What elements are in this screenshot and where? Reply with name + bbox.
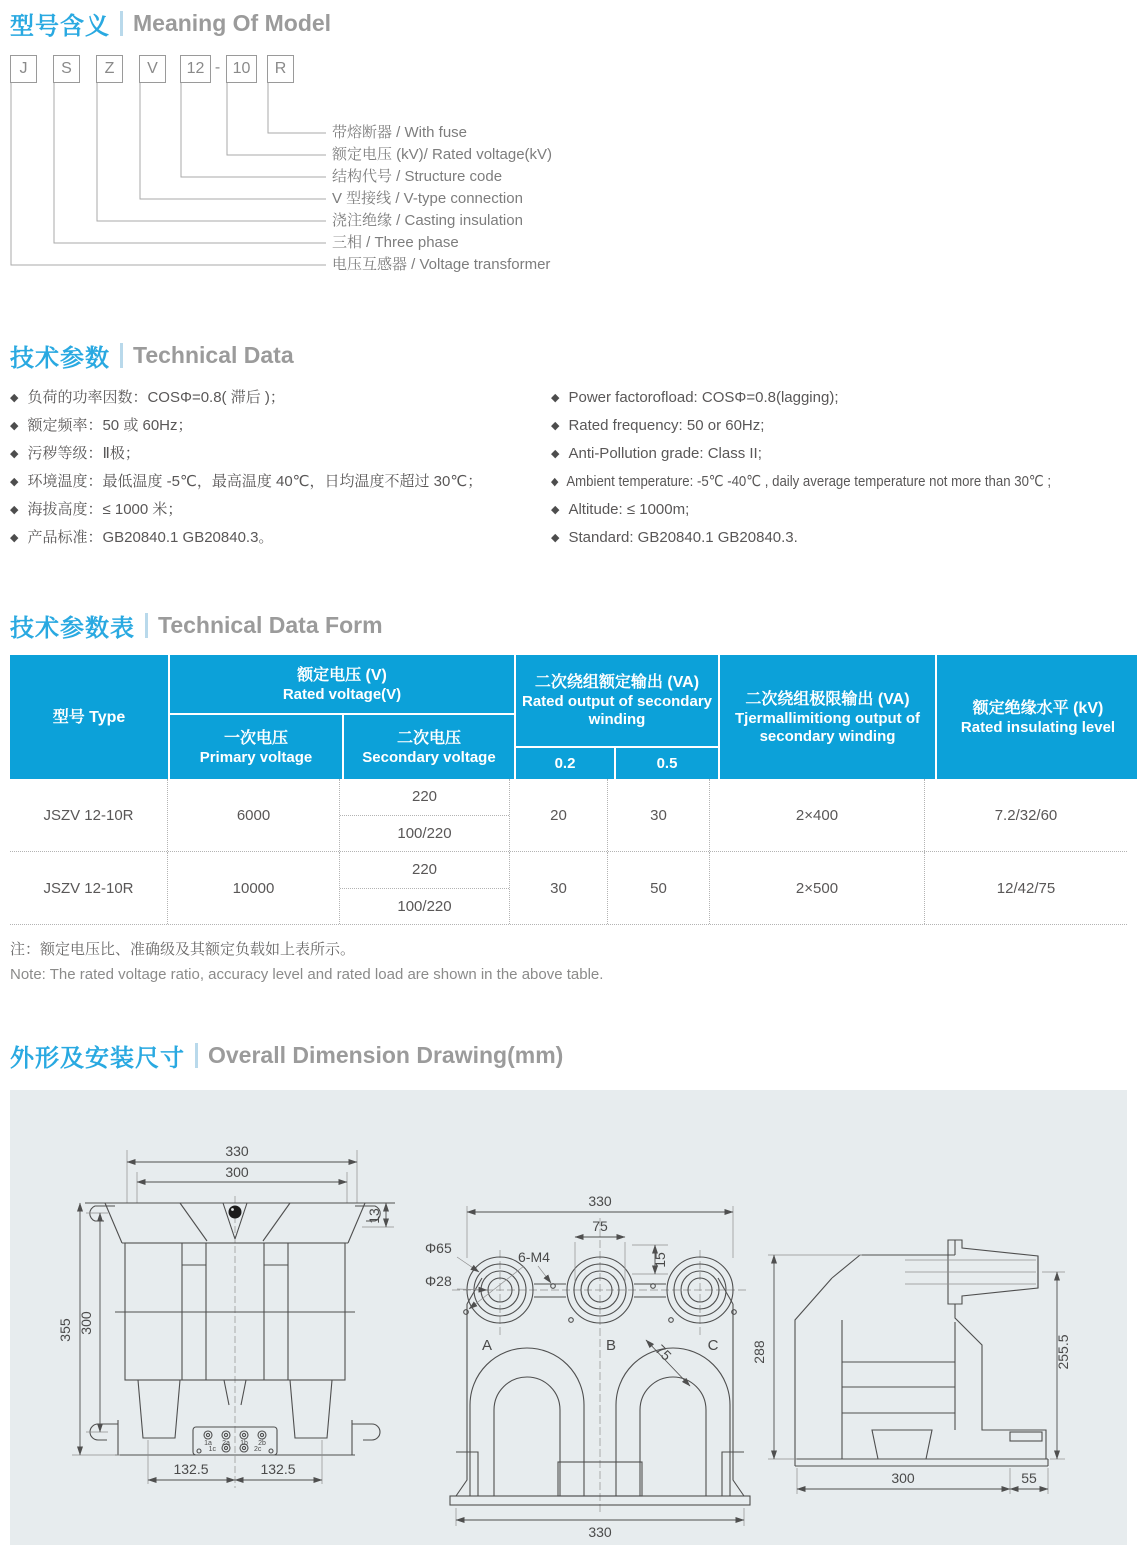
diamond-bullet-icon: ◆ [551, 476, 559, 488]
model-box-10: 10 [226, 55, 257, 83]
model-label-fuse: 带熔断器 / With fuse [332, 124, 468, 141]
technical-data-list-zh [10, 388, 482, 556]
table-header [10, 655, 1127, 779]
header-cell-limit-output: 二次绕组极限输出 (VA) Tjermallimitiong output of secondary winding [720, 655, 935, 779]
dim-front-height-inner: 300 [78, 1311, 94, 1335]
header-cell-insulating-level: 额定绝缘水平 (kV) Rated insulating level [937, 655, 1137, 779]
dim-front-width-top: 330 [225, 1143, 249, 1159]
section-title-en: Technical Data Form [158, 612, 383, 638]
technical-data-table [10, 655, 1127, 925]
section-title-technical-form [10, 608, 383, 643]
cell-output-02: 30 [510, 852, 608, 924]
cell-secondary-bottom: 100/220 [397, 897, 452, 915]
phase-label-b: B [605, 1337, 617, 1354]
model-label-three-phase: 三相 / Three phase [332, 234, 459, 251]
title-divider [195, 1043, 198, 1068]
model-meaning-diagram [10, 55, 1127, 300]
model-label-structure: 结构代号 / Structure code [332, 168, 503, 185]
front-view [57, 1143, 395, 1488]
diamond-bullet-icon: ◆ [10, 504, 19, 516]
section-title-model-meaning [10, 6, 331, 41]
cell-primary: 10000 [168, 852, 340, 924]
diamond-bullet-icon: ◆ [10, 476, 19, 488]
top-view [425, 1193, 750, 1540]
section-title-en: Meaning Of Model [133, 10, 332, 36]
bullet-item: ◆ 海拔高度：≤ 1000 米； [10, 501, 183, 518]
header-cell-accuracy-05: 0.5 [616, 748, 718, 779]
dim-side-height-total: 288 [751, 1340, 767, 1364]
cell-secondary-top: 220 [340, 779, 509, 816]
cell-secondary [340, 779, 510, 851]
table-note-en: Note: The rated voltage ratio, accuracy level and rated load are shown in the above table. [10, 966, 604, 983]
section-title-zh: 技术参数 [10, 345, 110, 372]
bullet-item: ◆ Ambient temperature: -5℃ -40℃ , daily average temperature not more than 30℃ ; [551, 473, 1052, 490]
model-label-casting: 浇注绝缘 / Casting insulation [332, 212, 523, 229]
cell-limit-output: 2×500 [710, 852, 925, 924]
bullet-item: ◆ 环境温度：最低温度 -5℃，最高温度 40℃，日均温度不超过 30℃； [10, 473, 483, 490]
side-view [751, 1240, 1071, 1494]
diamond-bullet-icon: ◆ [551, 504, 560, 516]
header-cell-accuracy-02: 0.2 [516, 748, 614, 779]
section-title-zh: 型号含义 [10, 13, 110, 40]
cell-output-05: 30 [608, 779, 710, 851]
model-box-v: V [139, 55, 166, 83]
cell-secondary [340, 852, 510, 924]
model-label-transformer: 电压互感器 / Voltage transformer [332, 256, 551, 273]
phase-label-c: C [707, 1337, 719, 1354]
table-note-zh: 注：额定电压比、准确级及其额定负载如上表所示。 [10, 941, 356, 958]
diamond-bullet-icon: ◆ [10, 420, 19, 432]
header-cell-primary-voltage: 一次电压 Primary voltage [170, 715, 342, 779]
bullet-item: ◆ 额定频率：50 或 60Hz； [10, 417, 193, 434]
dim-front-height-total: 355 [57, 1318, 73, 1342]
cell-limit-output: 2×400 [710, 779, 925, 851]
diamond-bullet-icon: ◆ [551, 448, 560, 460]
dim-front-plate-thickness: 13 [366, 1208, 382, 1224]
model-box-12: 12 [180, 55, 211, 83]
section-title-en: Overall Dimension Drawing(mm) [208, 1042, 564, 1068]
bullet-item: ◆ Anti-Pollution grade: Class II; [551, 445, 762, 462]
model-label-vtype: V 型接线 / V-type connection [332, 190, 523, 207]
bullet-item: ◆ Power factorofload: COSΦ=0.8(lagging); [551, 389, 839, 406]
dim-side-rail-width: 55 [1021, 1470, 1037, 1486]
dim-side-height-inner: 255.5 [1055, 1334, 1071, 1370]
header-cell-rated-voltage-group: 额定电压 (V) Rated voltage(V) [170, 655, 514, 713]
terminal-label: 1b [240, 1440, 248, 1447]
cell-insulating: 12/42/75 [996, 879, 1056, 897]
terminal-label: 2c [254, 1446, 262, 1453]
dimension-drawing-panel [10, 1090, 1127, 1545]
model-label-voltage: 额定电压 (kV)/ Rated voltage(kV) [332, 146, 553, 163]
bullet-item: ◆ 产品标准：GB20840.1 GB20840.3。 [10, 529, 274, 546]
cell-output-05: 50 [608, 852, 710, 924]
dim-dia-inner: Φ28 [425, 1273, 452, 1289]
dim-screw-spec: 6-M4 [518, 1249, 550, 1265]
model-box-r: R [267, 55, 294, 83]
technical-data-list-en [551, 388, 1119, 556]
phase-label-a: A [481, 1337, 493, 1354]
diamond-bullet-icon: ◆ [551, 392, 560, 404]
bullet-item: ◆ Rated frequency: 50 or 60Hz; [551, 417, 765, 434]
diamond-bullet-icon: ◆ [551, 532, 560, 544]
terminal-label: 1a [204, 1440, 212, 1447]
cell-type: JSZV 12-10R [10, 779, 168, 851]
dim-fuse-pitch: 75 [592, 1218, 608, 1234]
table-row [10, 852, 1127, 925]
dim-top-width-bottom: 330 [588, 1524, 612, 1540]
dimension-drawing-svg [10, 1090, 1127, 1545]
dim-side-depth: 300 [891, 1470, 915, 1486]
diamond-bullet-icon: ◆ [10, 532, 19, 544]
terminal-label: 2a [222, 1440, 230, 1447]
diamond-bullet-icon: ◆ [551, 420, 560, 432]
model-leader-lines [10, 55, 1127, 300]
cell-secondary-top: 220 [340, 852, 509, 889]
table-row [10, 779, 1127, 852]
title-divider [120, 11, 123, 36]
section-title-technical-data [10, 338, 294, 373]
model-dash: - [214, 59, 221, 76]
dim-front-pitch-right: 132.5 [260, 1461, 296, 1477]
bullet-item: ◆ Altitude: ≤ 1000m; [551, 501, 690, 518]
cell-primary: 6000 [168, 779, 340, 851]
bullet-item: ◆ 污秽等级：Ⅱ极； [10, 445, 140, 462]
cell-type: JSZV 12-10R [10, 852, 168, 924]
title-divider [145, 613, 148, 638]
cell-insulating: 7.2/32/60 [994, 806, 1058, 824]
dim-dia-outer: Φ65 [425, 1240, 452, 1256]
model-box-j: J [10, 55, 37, 83]
model-box-s: S [53, 55, 80, 83]
bullet-item: ◆ Standard: GB20840.1 GB20840.3. [551, 529, 798, 546]
dim-front-width-inner: 300 [225, 1164, 249, 1180]
bullet-item: ◆ 负荷的功率因数：COSΦ=0.8( 滞后 )； [10, 389, 285, 406]
terminal-label: 1c [208, 1446, 216, 1453]
section-title-en: Technical Data [133, 342, 294, 368]
title-divider [120, 343, 123, 368]
cell-secondary-bottom: 100/220 [397, 824, 452, 842]
diamond-bullet-icon: ◆ [10, 392, 19, 404]
diamond-bullet-icon: ◆ [10, 448, 19, 460]
section-title-dimension-drawing [10, 1038, 563, 1073]
section-title-zh: 技术参数表 [10, 615, 135, 642]
dim-offset: 15 [652, 1252, 668, 1268]
model-box-z: Z [96, 55, 123, 83]
header-cell-type: 型号 Type [10, 655, 168, 779]
header-cell-rated-output-group: 二次绕组额定输出 (VA) Rated output of secondary winding [516, 655, 718, 746]
cell-output-02: 20 [510, 779, 608, 851]
dim-top-width: 330 [588, 1193, 612, 1209]
terminal-label: 2b [258, 1440, 266, 1447]
dim-front-pitch-left: 132.5 [173, 1461, 209, 1477]
section-title-zh: 外形及安装尺寸 [10, 1045, 185, 1072]
dim-diag-pitch: 75 [652, 1341, 675, 1364]
header-cell-secondary-voltage: 二次电压 Secondary voltage [344, 715, 514, 779]
